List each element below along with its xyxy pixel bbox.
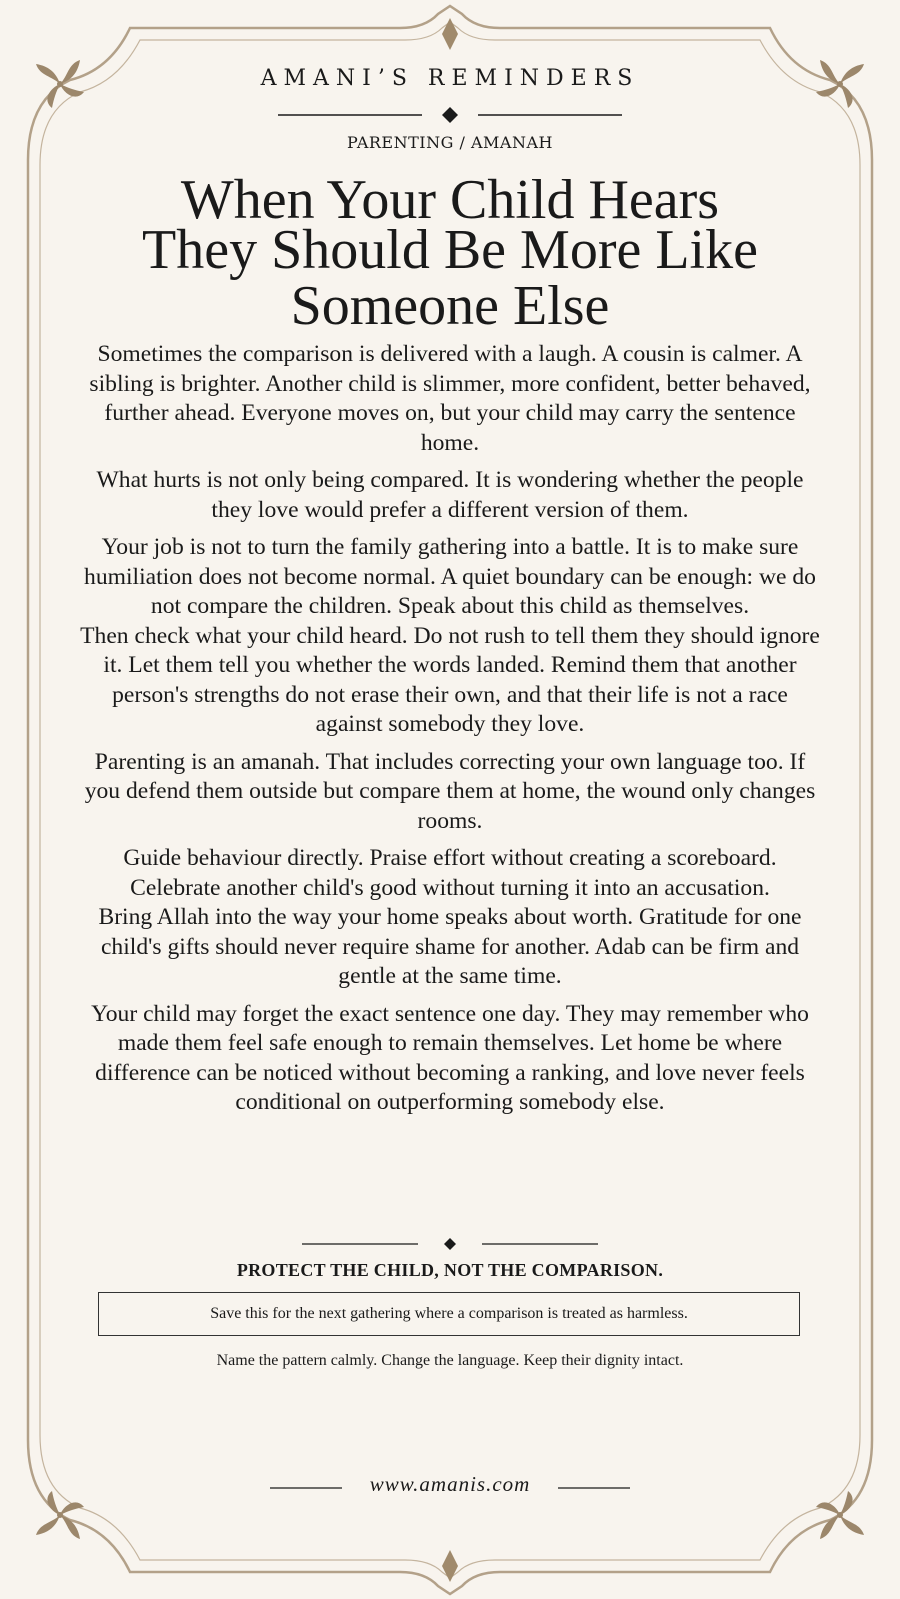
website-link[interactable]: www.amanis.com (369, 1472, 531, 1496)
paragraph: Guide behaviour directly. Praise effort without creating a scoreboard. Celebrate another child's good without turning it into an accusation. (123, 845, 777, 901)
paragraph: Bring Allah into the way your home speaks about worth. Gratitude for one child's gifts should never require shame for another. Adab can be firm and gentle at the same time. (98, 904, 802, 989)
save-reminder-box: Save this for the next gathering where a comparison is treated as harmless. (98, 1292, 800, 1336)
article-title (60, 169, 840, 337)
top-diamond-ornament (442, 18, 458, 50)
header-divider (80, 105, 820, 125)
paragraph: Then check what your child heard. Do not rush to tell them they should ignore it. Let them tell you whether the words landed. Remind them that another person's strengths do not erase their own, and that their life is not a race against somebody they love. (80, 622, 820, 737)
closing-note: Name the pattern calmly. Change the language. Keep their dignity intact. (216, 1352, 684, 1369)
title-line: Someone Else (290, 275, 610, 337)
article-body (78, 340, 822, 1126)
divider-diamond-icon (444, 1238, 456, 1250)
paragraph: What hurts is not only being compared. It is wondering whether the people they love would prefer a different version of them. (96, 467, 804, 523)
bottom-diamond-ornament (442, 1550, 458, 1582)
paragraph: Your job is not to turn the family gathering into a battle. It is to make sure humiliation does not become normal. A quiet boundary can be enough: we do not compare the children. Speak about this child as themselves. (84, 534, 816, 619)
paragraph: Parenting is an amanah. That includes correcting your own language too. If you defend them outside but compare them at home, the wound only changes rooms. (84, 748, 816, 834)
divider-diamond-icon (442, 107, 458, 123)
category-label: PARENTING / AMANAH (347, 133, 553, 152)
footer-divider (80, 1234, 820, 1254)
title-line: When Your Child Hears (180, 169, 720, 231)
paragraph: Your child may forget the exact sentence one day. They may remember who made them feel safe enough to remain themselves. Let home be where difference can be noticed without becoming a ranking, and love never feels conditional on outperforming somebody else. (91, 1000, 809, 1115)
paragraph: Sometimes the comparison is delivered with a laugh. A cousin is calmer. A sibling is brighter. Another child is slimmer, more confident, better behaved, further ahead. Everyone moves on, but your child may carry the sentence home. (89, 341, 811, 456)
brand-name: AMANI’S REMINDERS (260, 66, 640, 91)
tagline: PROTECT THE CHILD, NOT THE COMPARISON. (236, 1260, 664, 1280)
title-line: They Should Be More Like (142, 219, 758, 281)
